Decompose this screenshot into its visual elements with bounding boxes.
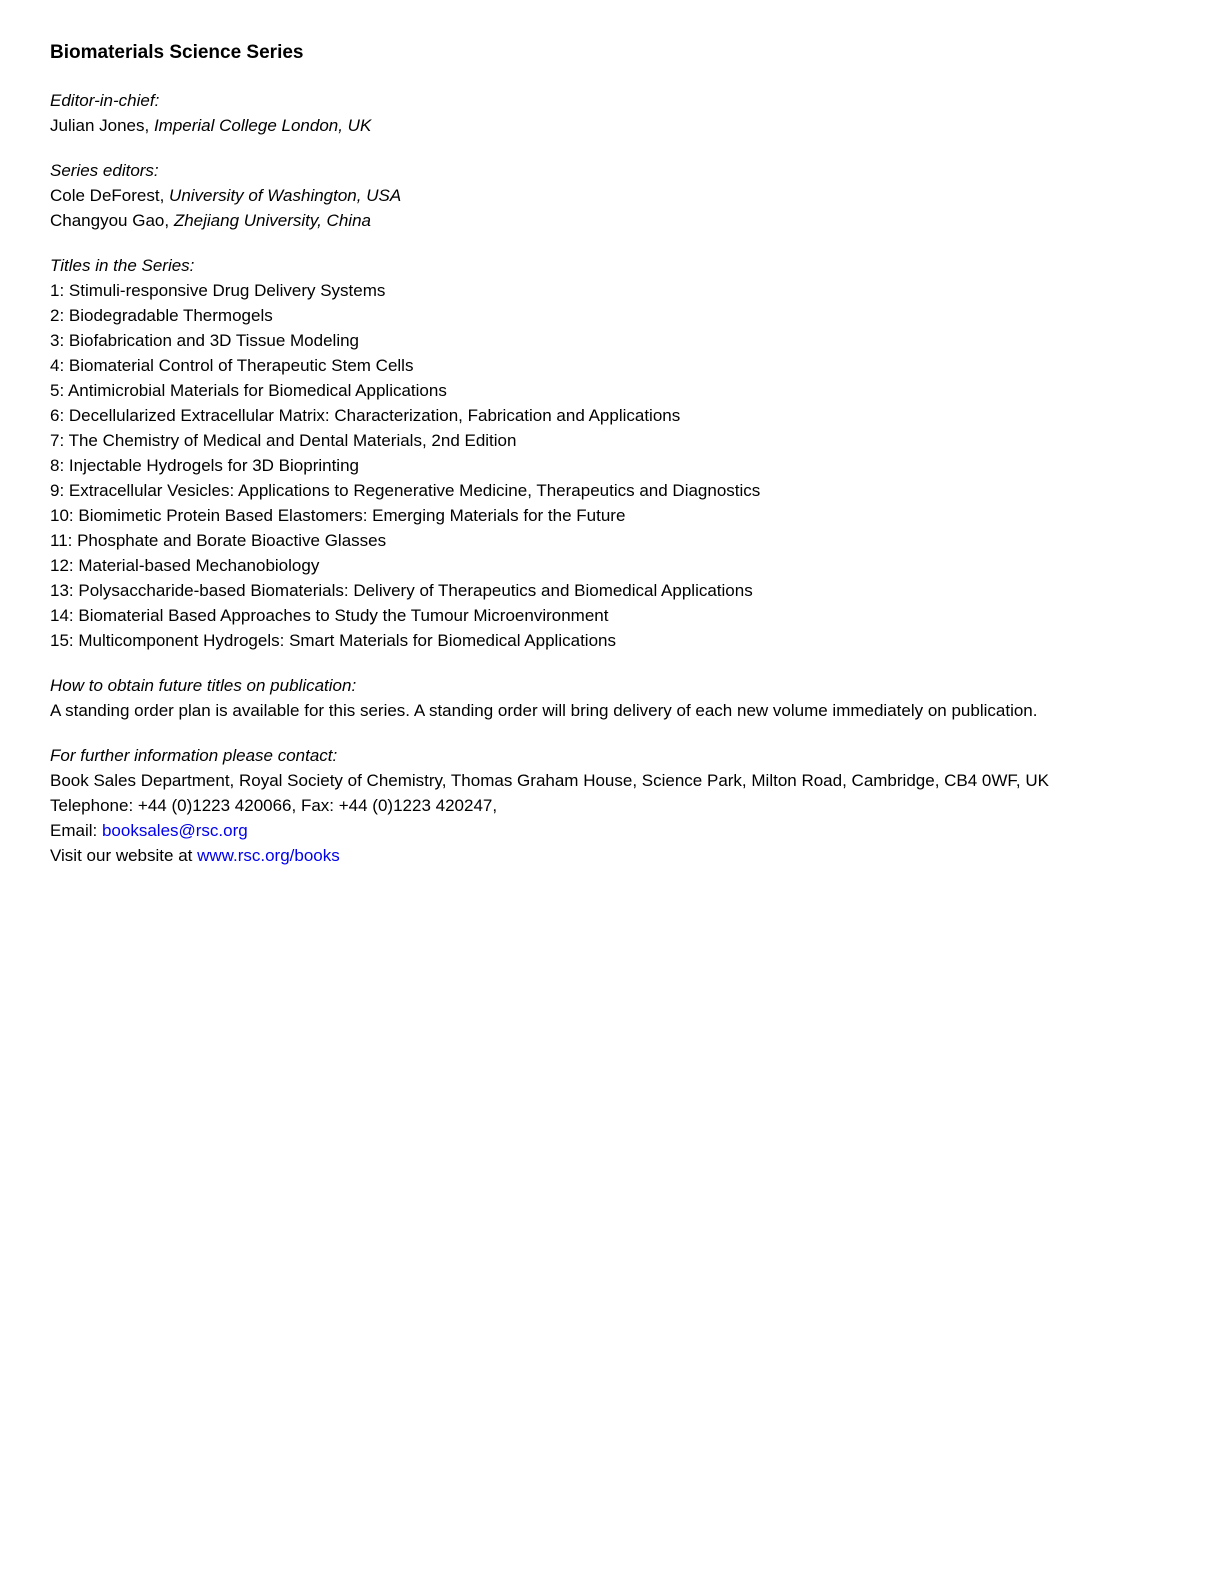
series-editor-line xyxy=(50,208,1166,233)
editor-in-chief-heading: Editor-in-chief: xyxy=(50,91,160,110)
contact-section xyxy=(50,743,1166,868)
series-editor-line xyxy=(50,183,1166,208)
contact-website-line xyxy=(50,843,1166,868)
series-title-item: 5: Antimicrobial Materials for Biomedical Applications xyxy=(50,381,447,400)
series-editor-name: Cole DeForest, xyxy=(50,186,170,205)
contact-heading: For further information please contact: xyxy=(50,746,338,765)
series-title-item: 8: Injectable Hydrogels for 3D Bioprinting xyxy=(50,456,359,475)
series-editors-section xyxy=(50,158,1166,233)
series-title-item: 11: Phosphate and Borate Bioactive Glasses xyxy=(50,531,387,550)
contact-email-line xyxy=(50,818,1166,843)
series-title-item: 10: Biomimetic Protein Based Elastomers: Emerging Materials for the Future xyxy=(50,506,626,525)
series-title-item: 3: Biofabrication and 3D Tissue Modeling xyxy=(50,331,360,350)
titles-in-series-heading: Titles in the Series: xyxy=(50,256,195,275)
editor-name: Julian Jones, xyxy=(50,116,154,135)
series-editor-name: Changyou Gao, xyxy=(50,211,174,230)
titles-in-series-section xyxy=(50,253,1166,653)
series-editor-affiliation: University of Washington, USA xyxy=(169,186,402,205)
email-label: Email: xyxy=(50,821,102,840)
future-titles-body: A standing order plan is available for this series. A standing order will bring delivery of each new volume immediately on publication. xyxy=(50,701,1038,720)
series-title-item: 15: Multicomponent Hydrogels: Smart Materials for Biomedical Applications xyxy=(50,631,616,650)
contact-address: Book Sales Department, Royal Society of Chemistry, Thomas Graham House, Science Park, Milton Road, Cambridge, CB4 0WF, UK xyxy=(50,771,1049,790)
page-title: Biomaterials Science Series xyxy=(50,42,304,63)
future-titles-heading: How to obtain future titles on publication: xyxy=(50,676,357,695)
series-title-item: 4: Biomaterial Control of Therapeutic Stem Cells xyxy=(50,356,414,375)
series-title-item: 2: Biodegradable Thermogels xyxy=(50,306,273,325)
series-title-item: 7: The Chemistry of Medical and Dental Materials, 2nd Edition xyxy=(50,431,517,450)
website-link[interactable]: www.rsc.org/books xyxy=(197,846,340,865)
series-editor-affiliation: Zhejiang University, China xyxy=(173,211,371,230)
series-title-item: 12: Material-based Mechanobiology xyxy=(50,556,320,575)
series-editors-heading: Series editors: xyxy=(50,161,159,180)
series-title-item: 9: Extracellular Vesicles: Applications to Regenerative Medicine, Therapeutics and Diagnostics xyxy=(50,481,761,500)
editor-affiliation: Imperial College London, UK xyxy=(153,116,372,135)
series-title-item: 13: Polysaccharide-based Biomaterials: Delivery of Therapeutics and Biomedical Applications xyxy=(50,581,753,600)
email-link[interactable]: booksales@rsc.org xyxy=(101,821,248,840)
editor-in-chief-section xyxy=(50,88,1166,138)
series-title-item: 6: Decellularized Extracellular Matrix: Characterization, Fabrication and Applications xyxy=(50,406,681,425)
contact-phone-fax: Telephone: +44 (0)1223 420066, Fax: +44 (0)1223 420247, xyxy=(50,796,498,815)
series-title-item: 1: Stimuli-responsive Drug Delivery Systems xyxy=(50,281,386,300)
series-title-item: 14: Biomaterial Based Approaches to Study the Tumour Microenvironment xyxy=(50,606,609,625)
future-titles-section xyxy=(50,673,1166,723)
editor-in-chief-line xyxy=(50,113,1166,138)
titles-list xyxy=(50,278,1166,653)
website-label: Visit our website at xyxy=(50,846,198,865)
